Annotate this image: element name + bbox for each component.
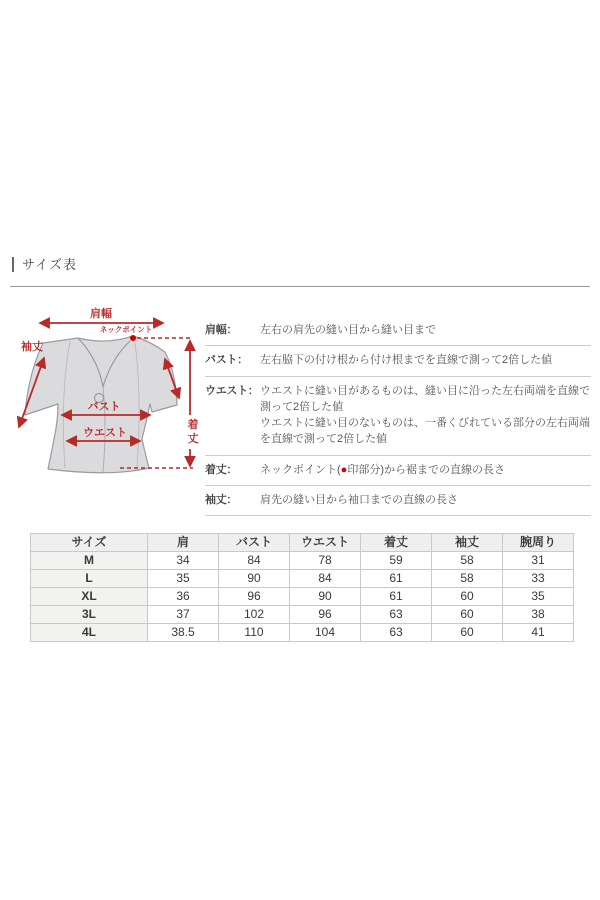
definition-length: [205, 456, 591, 486]
col-header-shoulder: 肩: [148, 534, 219, 552]
size-table-header-row: [31, 534, 574, 552]
table-row-4l: [31, 624, 574, 642]
cell-sleeve: 58: [432, 552, 503, 570]
col-header-sleeve: 袖丈: [432, 534, 503, 552]
cell-arm: 38: [503, 606, 574, 624]
cell-shoulder: 36: [148, 588, 219, 606]
size-label: M: [31, 552, 148, 570]
cell-bust: 84: [219, 552, 290, 570]
neck-point-label: ネックポイント: [99, 325, 153, 334]
size-table: [30, 533, 574, 642]
col-header-length: 着丈: [361, 534, 432, 552]
definition-line-1: ウエストに縫い目があるものは、縫い目に沿った左右両端を直線で測って2倍した値: [260, 384, 590, 413]
cell-waist: 104: [290, 624, 361, 642]
cell-sleeve: 58: [432, 570, 503, 588]
definition-term: 肩幅：: [205, 324, 238, 336]
table-row-l: [31, 570, 574, 588]
definition-line-2: ウエストに縫い目のないものは、一番くびれている部分の左右両端を直線で測って2倍した値: [260, 417, 590, 446]
col-header-arm: 腕周り: [503, 534, 574, 552]
shoulder-width-label: 肩幅: [90, 308, 112, 320]
measurement-definitions: [205, 316, 591, 516]
definition-term: バスト：: [205, 354, 248, 367]
cell-shoulder: 38.5: [148, 624, 219, 642]
cell-arm: 31: [503, 552, 574, 570]
cell-waist: 78: [290, 552, 361, 570]
cell-length: 63: [361, 624, 432, 642]
definition-shoulder: [205, 316, 591, 346]
page-title: サイズ表: [12, 257, 77, 272]
definition-term: 袖丈：: [205, 493, 238, 506]
cell-shoulder: 35: [148, 570, 219, 588]
sleeve-length-label: 袖丈: [21, 341, 43, 353]
definition-waist: [205, 377, 591, 456]
definition-text: [260, 462, 591, 478]
waist-label: ウエスト: [83, 427, 127, 439]
neck-point-dot-glyph: ●: [340, 463, 348, 476]
cell-waist: 90: [290, 588, 361, 606]
neck-point-dot: [130, 335, 136, 341]
col-header-bust: バスト: [219, 534, 290, 552]
definition-text-post: 印部分)から裾までの直線の長さ: [347, 463, 505, 476]
garment-length-label-char2: 丈: [187, 433, 199, 445]
size-label: L: [31, 570, 148, 588]
definition-text: 左右の肩先の縫い目から縫い目まで: [260, 324, 436, 336]
cell-waist: 96: [290, 606, 361, 624]
definition-term: ウエスト：: [205, 384, 259, 397]
cell-length: 63: [361, 606, 432, 624]
definition-bust: [205, 346, 591, 376]
col-header-waist: ウエスト: [290, 534, 361, 552]
cell-arm: 35: [503, 588, 574, 606]
size-label: XL: [31, 588, 148, 606]
size-label: 3L: [31, 606, 148, 624]
bust-label: バスト: [87, 401, 121, 413]
table-row-xl: [31, 588, 574, 606]
cell-shoulder: 37: [148, 606, 219, 624]
definition-text: 肩先の縫い目から袖口までの直線の長さ: [260, 493, 458, 506]
title-divider: [10, 286, 590, 287]
definition-text: [260, 383, 591, 448]
cell-shoulder: 34: [148, 552, 219, 570]
garment-measurement-diagram: [10, 305, 205, 480]
table-row-3l: [31, 606, 574, 624]
cell-length: 61: [361, 588, 432, 606]
garment-length-label-char1: 着: [187, 419, 199, 431]
col-header-size: サイズ: [31, 534, 148, 552]
cell-sleeve: 60: [432, 606, 503, 624]
cell-bust: 90: [219, 570, 290, 588]
table-row-m: [31, 552, 574, 570]
cell-bust: 102: [219, 606, 290, 624]
cell-waist: 84: [290, 570, 361, 588]
cell-length: 59: [361, 552, 432, 570]
cell-arm: 33: [503, 570, 574, 588]
cell-bust: 96: [219, 588, 290, 606]
cell-sleeve: 60: [432, 588, 503, 606]
cell-arm: 41: [503, 624, 574, 642]
cell-bust: 110: [219, 624, 290, 642]
definition-sleeve: [205, 486, 591, 516]
size-label: 4L: [31, 624, 148, 642]
cell-sleeve: 60: [432, 624, 503, 642]
definition-term: 着丈：: [205, 463, 238, 476]
definition-text: 左右脇下の付け根から付け根までを直線で測って2倍した値: [260, 354, 553, 367]
definition-text-pre: ネックポイント(: [260, 463, 341, 476]
cell-length: 61: [361, 570, 432, 588]
